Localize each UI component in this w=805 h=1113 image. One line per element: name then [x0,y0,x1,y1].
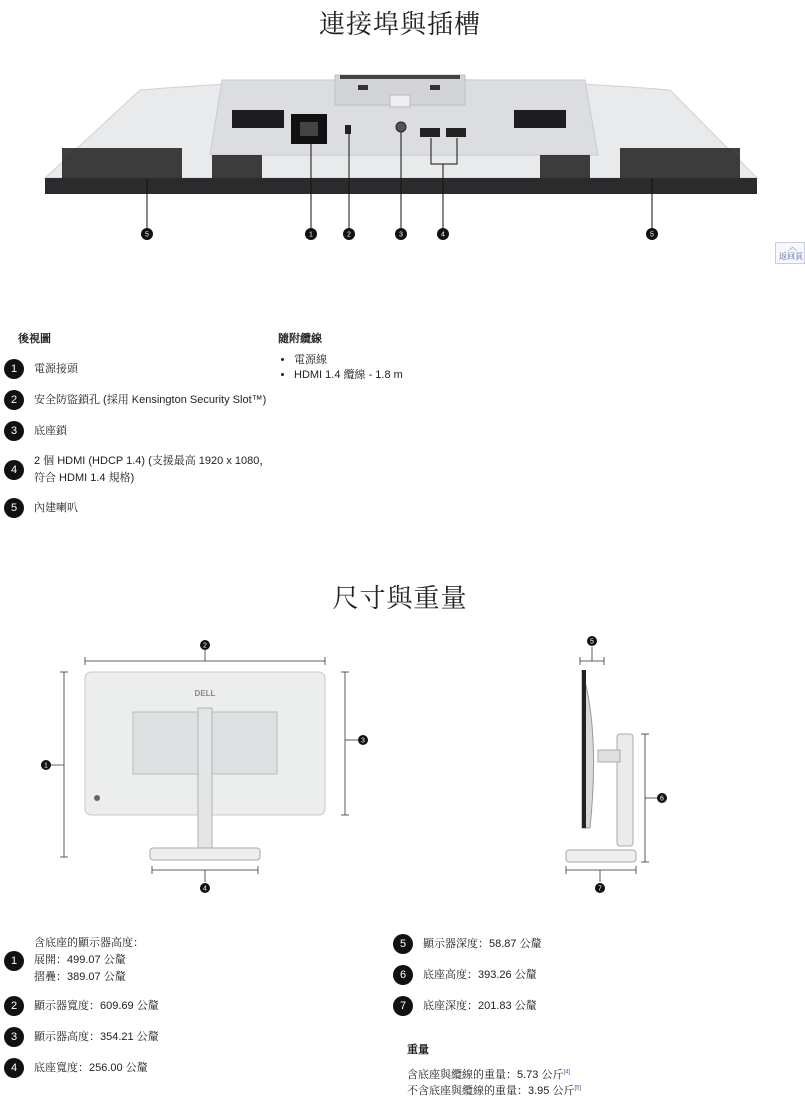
weight-text: 不含底座與纜線的重量：3.95 公斤 [407,1085,575,1097]
callout-7: 7 [598,885,602,893]
weight-heading: 重量 [407,1044,429,1056]
rear-view-heading: 後視圖 [18,333,51,345]
weight-with-stand [407,1066,570,1082]
back-to-top-button[interactable] [775,242,805,264]
callout-5: 5 [145,231,149,239]
item-text: 摺疊：389.07 公釐 [34,971,126,983]
item-text: 安全防盜鎖孔 (採用 Kensington Security Slot™) [34,393,267,406]
number-badge: 5 [4,498,24,518]
cable-item: • 電源線 [294,353,403,368]
item-text: 底座寬度：256.00 公釐 [34,1061,148,1074]
item-text: 顯示器高度：354.21 公釐 [34,1030,159,1043]
item-text: 底座高度：393.26 公釐 [423,968,537,981]
monitor-rear-view-image [0,60,800,250]
number-badge: 7 [393,996,413,1016]
number-badge: 4 [4,1058,24,1078]
callout-4: 4 [203,885,207,893]
callout-1: 1 [309,231,313,239]
callout-4: 4 [441,231,445,239]
stand-lock-icon [396,122,406,132]
chevron-up-icon: ︿ [788,242,798,252]
item-text: 2 個 HDMI (HDCP 1.4) (支援最高 1920 x 1080， [34,455,271,467]
hdmi-port-icon [420,128,440,137]
item-text: 內建喇叭 [34,501,78,514]
callout-6: 6 [660,795,664,803]
list-item [4,421,67,441]
weight-without-stand [407,1082,581,1098]
list-item [4,390,266,410]
list-item [393,965,537,985]
number-badge: 3 [4,1027,24,1047]
number-badge: 1 [4,359,24,379]
item-text: 顯示器寬度：609.69 公釐 [34,999,159,1012]
list-item [393,996,537,1016]
dimensions-section-title: 尺寸與重量 [332,583,468,613]
callout-3: 3 [361,737,365,745]
callout-5: 5 [590,638,594,646]
item-text: 顯示器深度：58.87 公釐 [423,937,542,950]
number-badge: 2 [4,996,24,1016]
list-item [4,1027,159,1047]
callout-1: 1 [44,762,48,770]
cable-item: • HDMI 1.4 纜線 - 1.8 m [294,368,403,383]
number-badge: 5 [393,934,413,954]
monitor-dimensions-image [0,630,800,900]
item-text: 底座深度：201.83 公釐 [423,999,537,1012]
list-item [4,935,144,986]
item-text: 符合 HDMI 1.4 規格) [34,472,135,484]
list-item [4,498,78,518]
item-text: 含底座的顯示器高度： [34,937,144,949]
number-badge: 3 [4,421,24,441]
callout-2: 2 [347,231,351,239]
security-slot-icon [345,125,351,134]
footnote-link[interactable]: [4] [563,1069,571,1076]
hdmi-port-icon [446,128,466,137]
item-text: 電源接頭 [34,362,78,375]
callout-3: 3 [399,231,403,239]
list-item [4,996,159,1016]
number-badge: 1 [4,951,24,971]
cables-list [282,353,403,383]
callout-5: 5 [650,231,654,239]
back-to-top-label: 返回頁 [779,252,803,261]
list-item [4,359,78,379]
ports-section-title: 連接埠與插槽 [318,9,481,39]
number-badge: 2 [4,390,24,410]
list-item [393,934,542,954]
list-item [4,1058,148,1078]
number-badge: 4 [4,460,24,480]
item-text: 展開：499.07 公釐 [34,954,126,966]
cables-heading: 隨附纜線 [278,333,322,345]
list-item [4,453,270,487]
footnote-link[interactable]: [5] [574,1085,582,1092]
callout-2: 2 [203,642,207,650]
dell-logo-icon: DELL [194,689,216,698]
item-text: 底座鎖 [34,424,67,437]
number-badge: 6 [393,965,413,985]
weight-text: 含底座與纜線的重量：5.73 公斤 [407,1069,564,1081]
